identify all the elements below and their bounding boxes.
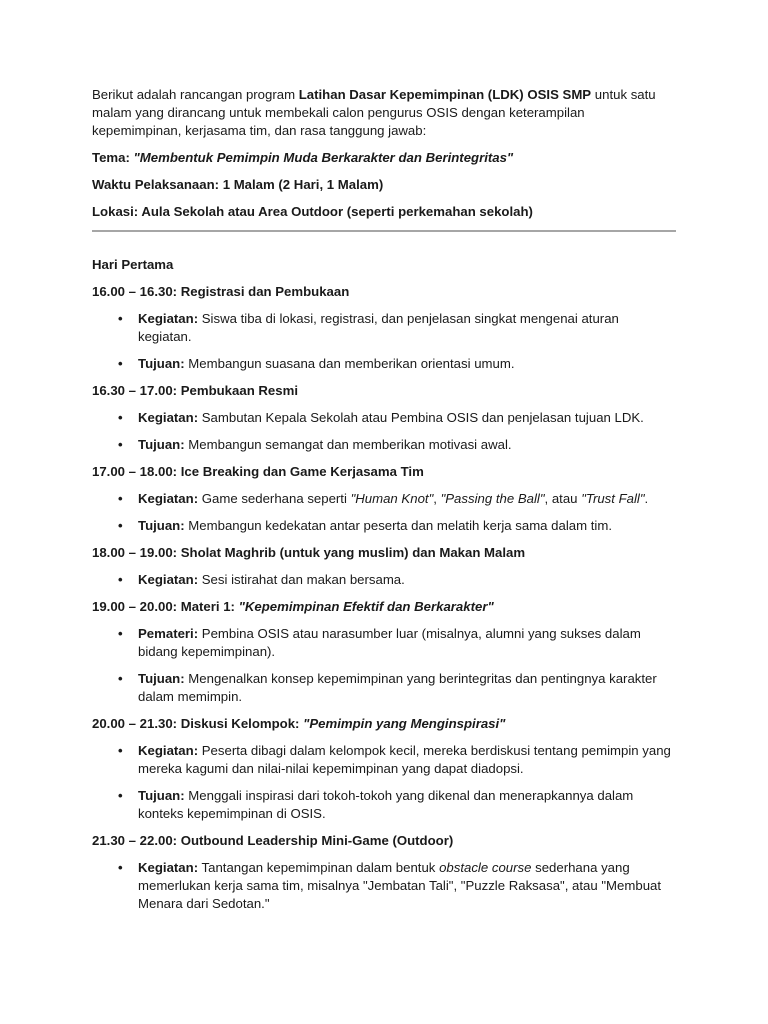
schedule-slot-list: [92, 625, 676, 706]
list-item: • Kegiatan: Game sederhana seperti "Human Knot", "Passing the Ball", atau "Trust Fall".: [118, 491, 649, 506]
schedule-slot-list: [92, 742, 676, 823]
lokasi-line: Lokasi: Aula Sekolah atau Area Outdoor (seperti perkemahan sekolah): [92, 204, 533, 219]
schedule-slot-title: 18.00 – 19.00: Sholat Maghrib (untuk yang muslim) dan Makan Malam: [92, 545, 526, 560]
list-item: • Tujuan: Membangun kedekatan antar peserta dan melatih kerja sama dalam tim.: [118, 518, 612, 533]
tema-line: Tema: "Membentuk Pemimpin Muda Berkarakter dan Berintegritas": [92, 150, 514, 165]
list-item: • Kegiatan: Siswa tiba di lokasi, registrasi, dan penjelasan singkat mengenai aturan kegiatan.: [118, 311, 619, 344]
list-item: • Tujuan: Mengenalkan konsep kepemimpinan yang berintegritas dan pentingnya karakter dalam memimpin.: [118, 671, 657, 704]
bullet-icon: •: [118, 518, 123, 533]
schedule-slot-title: 17.00 – 18.00: Ice Breaking dan Game Kerjasama Tim: [92, 464, 424, 479]
schedule-slot-list: [92, 409, 676, 454]
bullet-icon: •: [118, 860, 123, 875]
list-item: • Kegiatan: Sesi istirahat dan makan bersama.: [118, 572, 405, 587]
schedule-slot-title: 21.30 – 22.00: Outbound Leadership Mini-Game (Outdoor): [92, 833, 454, 848]
list-item: • Tujuan: Membangun suasana dan memberikan orientasi umum.: [118, 356, 515, 371]
list-item: • Tujuan: Membangun semangat dan memberikan motivasi awal.: [118, 437, 512, 452]
schedule-slot-title: 16.00 – 16.30: Registrasi dan Pembukaan: [92, 284, 350, 299]
bullet-icon: •: [118, 437, 123, 452]
schedule-slot-list: [92, 859, 676, 913]
program-name: Latihan Dasar Kepemimpinan (LDK) OSIS SMP: [298, 87, 592, 102]
bullet-icon: •: [118, 626, 123, 641]
waktu-line: Waktu Pelaksanaan: 1 Malam (2 Hari, 1 Malam): [92, 177, 384, 192]
bullet-icon: •: [118, 311, 123, 326]
schedule-slot-list: [92, 310, 676, 373]
horizontal-divider: [92, 230, 676, 232]
bullet-icon: •: [118, 743, 123, 758]
day-heading: Hari Pertama: [92, 257, 174, 272]
bullet-icon: •: [118, 788, 123, 803]
schedule-slot-title: 20.00 – 21.30: Diskusi Kelompok: "Pemimpin yang Menginspirasi": [92, 716, 506, 731]
list-item: • Kegiatan: Peserta dibagi dalam kelompok kecil, mereka berdiskusi tentang pemimpin yang mereka kagumi dan nilai-nilai kepemimpinan yang dapat diadopsi.: [118, 743, 671, 776]
list-item: • Kegiatan: Sambutan Kepala Sekolah atau Pembina OSIS dan penjelasan tujuan LDK.: [118, 410, 644, 425]
bullet-icon: •: [118, 572, 123, 587]
intro-paragraph: Berikut adalah rancangan program Latihan Dasar Kepemimpinan (LDK) OSIS SMP untuk satu malam yang dirancang untuk membekali calon pengurus OSIS dengan keterampilan kepemimpinan, kerjasama tim, dan rasa tanggung jawab:: [92, 87, 656, 138]
schedule-slot-list: [92, 490, 676, 535]
bullet-icon: •: [118, 410, 123, 425]
schedule-slot-title: 16.30 – 17.00: Pembukaan Resmi: [92, 383, 298, 398]
bullet-icon: •: [118, 356, 123, 371]
bullet-icon: •: [118, 491, 123, 506]
list-item: • Pemateri: Pembina OSIS atau narasumber luar (misalnya, alumni yang sukses dalam bidang kepemimpinan).: [118, 626, 641, 659]
schedule-slot-list: [92, 571, 676, 589]
list-item: • Kegiatan: Tantangan kepemimpinan dalam bentuk obstacle course sederhana yang memerlukan kerja sama tim, misalnya "Jembatan Tali", "Puzzle Raksasa", atau "Membuat Menara dari Sedotan.": [118, 860, 662, 911]
tema-value: "Membentuk Pemimpin Muda Berkarakter dan Berintegritas": [133, 150, 514, 165]
list-item: • Tujuan: Menggali inspirasi dari tokoh-tokoh yang dikenal dan menerapkannya dalam konteks kepemimpinan di OSIS.: [118, 788, 634, 821]
bullet-icon: •: [118, 671, 123, 686]
schedule-slot-title: 19.00 – 20.00: Materi 1: "Kepemimpinan Efektif dan Berkarakter": [92, 599, 494, 614]
